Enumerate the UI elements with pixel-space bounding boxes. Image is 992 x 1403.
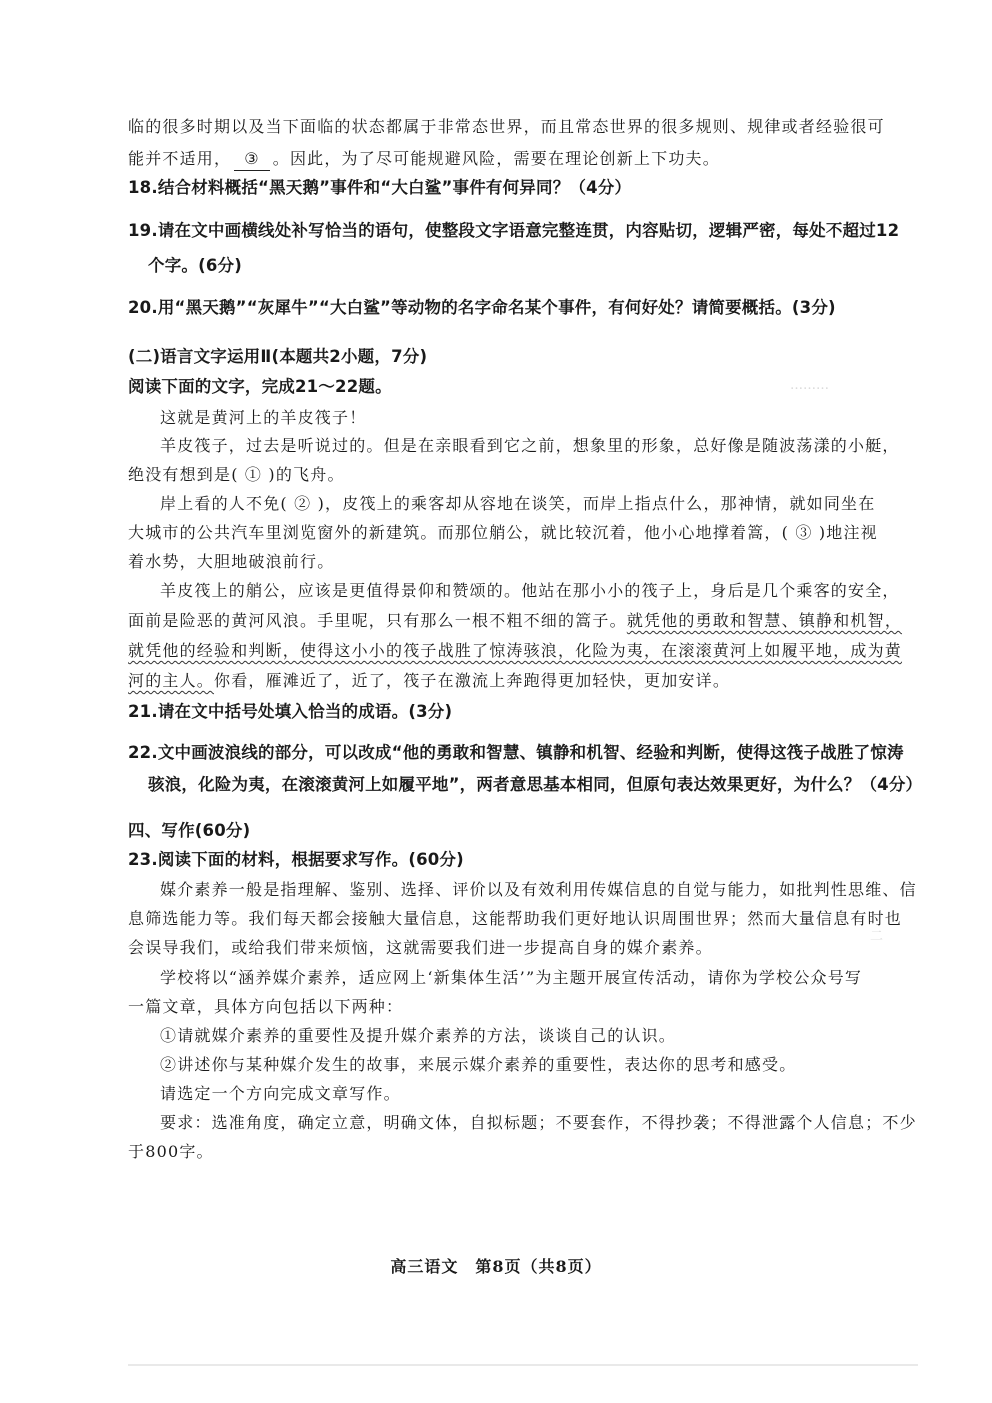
text-segment: 能并不适用， <box>128 149 232 168</box>
passage-paragraph-2-line-1: 羊皮筏子，过去是听说过的。但是在亲眼看到它之前，想象里的形象，总好像是随波荡漾的小艇， <box>160 436 900 455</box>
page-footer: 高三语文 第8页（共8页） <box>390 1257 602 1276</box>
passage-paragraph-3-line-1: 岸上看的人不免( ② )，皮筏上的乘客却从容地在谈笑，而岸上指点什么，那神情，就如同坐在 <box>160 494 876 513</box>
continuation-line-1: 临的很多时期以及当下面临的状态都属于非常态世界，而且常态世界的很多规则、规律或者经验很可 <box>128 117 885 136</box>
passage-paragraph-4-line-1: 羊皮筏上的艄公，应该是更值得景仰和赞颂的。他站在那小小的筏子上，身后是几个乘客的安全， <box>160 581 900 600</box>
material-paragraph-1-line-3: 会误导我们，或给我们带来烦恼，这就需要我们进一步提高自身的媒介素养。 <box>128 938 713 957</box>
writing-option-1: ①请就媒介素养的重要性及提升媒介素养的方法，谈谈自己的认识。 <box>160 1026 677 1045</box>
wavy-underlined-text: 就凭他的经验和判断，使得这小小的筏子战胜了惊涛骇浪，化险为夷，在滚滚黄河上如履平地，成为黄 <box>128 641 903 660</box>
writing-option-2: ②讲述你与某种媒介发生的故事，来展示媒介素养的重要性，表达你的思考和感受。 <box>160 1055 797 1074</box>
material-paragraph-2-line-1: 学校将以“涵养媒介素养，适应网上‘新集体生活’”为主题开展宣传活动，请你为学校公众号写 <box>160 968 863 987</box>
fill-blank-3: ③ <box>234 148 270 171</box>
section-4-title: 四、写作(60分) <box>128 821 251 840</box>
question-20: 20.用“黑天鹅”“灰犀牛”“大白鲨”等动物的名字命名某个事件，有何好处？请简要概括。(3分) <box>128 298 836 317</box>
passage-paragraph-4-line-2 <box>128 610 902 632</box>
bleed-through-mark: ……… <box>790 378 829 393</box>
wavy-underlined-text: 河的主人。 <box>128 671 215 690</box>
section-2-title: (二)语言文字运用Ⅱ(本题共2小题，7分) <box>128 347 428 366</box>
requirements-line-2: 于800字。 <box>128 1142 214 1161</box>
passage-paragraph-2-line-2: 绝没有想到是( ① )的飞舟。 <box>128 465 345 484</box>
question-22-line-2: 骇浪，化险为夷，在滚滚黄河上如履平地”，两者意思基本相同，但原句表达效果更好，为什么？（4分） <box>148 775 923 794</box>
material-paragraph-2-line-2: 一篇文章，具体方向包括以下两种： <box>128 997 404 1016</box>
material-paragraph-1-line-2: 息筛选能力等。我们每天都会接触大量信息，这能帮助我们更好地认识周围世界；然而大量信息有时也 <box>128 909 903 928</box>
passage-paragraph-3-line-3: 着水势，大胆地破浪前行。 <box>128 552 335 571</box>
question-23-title: 23.阅读下面的材料，根据要求写作。(60分) <box>128 850 464 869</box>
text-segment: 面前是险恶的黄河风浪。手里呢，只有那么一根不粗不细的篙子。 <box>128 611 627 630</box>
bleed-through-mark: 二 <box>870 929 884 944</box>
passage-paragraph-3-line-2: 大城市的公共汽车里浏览窗外的新建筑。而那位艄公，就比较沉着，他小心地撑着篙，( ③ )地注视 <box>128 523 878 542</box>
question-21: 21.请在文中括号处填入恰当的成语。(3分) <box>128 702 453 721</box>
question-19-line-2: 个字。(6分) <box>148 256 242 275</box>
passage-paragraph-4-line-3 <box>128 640 902 662</box>
text-segment: 。因此，为了尽可能规避风险，需要在理论创新上下功夫。 <box>272 149 720 168</box>
wavy-underlined-text: 就凭他的勇敢和智慧、镇静和机智， <box>626 611 903 630</box>
question-22-line-1: 22.文中画波浪线的部分，可以改成“他的勇敢和智慧、镇静和机智、经验和判断，使得这筏子战胜了惊涛 <box>128 743 904 762</box>
passage-paragraph-1: 这就是黄河上的羊皮筏子！ <box>160 408 367 427</box>
question-18: 18.结合材料概括“黑天鹅”事件和“大白鲨”事件有何异同？（4分） <box>128 178 632 197</box>
section-2-instruction: 阅读下面的文字，完成21～22题。 <box>128 377 392 396</box>
requirements-line-1: 要求：选准角度，确定立意，明确文体，自拟标题；不要套作，不得抄袭；不得泄露个人信息；不少 <box>160 1113 917 1132</box>
scan-smudge <box>128 1364 918 1366</box>
continuation-line-2 <box>128 148 720 171</box>
question-19-line-1: 19.请在文中画横线处补写恰当的语句，使整段文字语意完整连贯，内容贴切，逻辑严密，每处不超过12 <box>128 221 900 240</box>
text-segment: 你看，雁滩近了，近了，筏子在激流上奔跑得更加轻快，更加安详。 <box>214 671 731 690</box>
material-paragraph-1-line-1: 媒介素养一般是指理解、鉴别、选择、评价以及有效利用传媒信息的自觉与能力，如批判性思维、信 <box>160 880 917 899</box>
passage-paragraph-4-line-4 <box>128 670 730 692</box>
choose-direction-instruction: 请选定一个方向完成文章写作。 <box>160 1084 401 1103</box>
